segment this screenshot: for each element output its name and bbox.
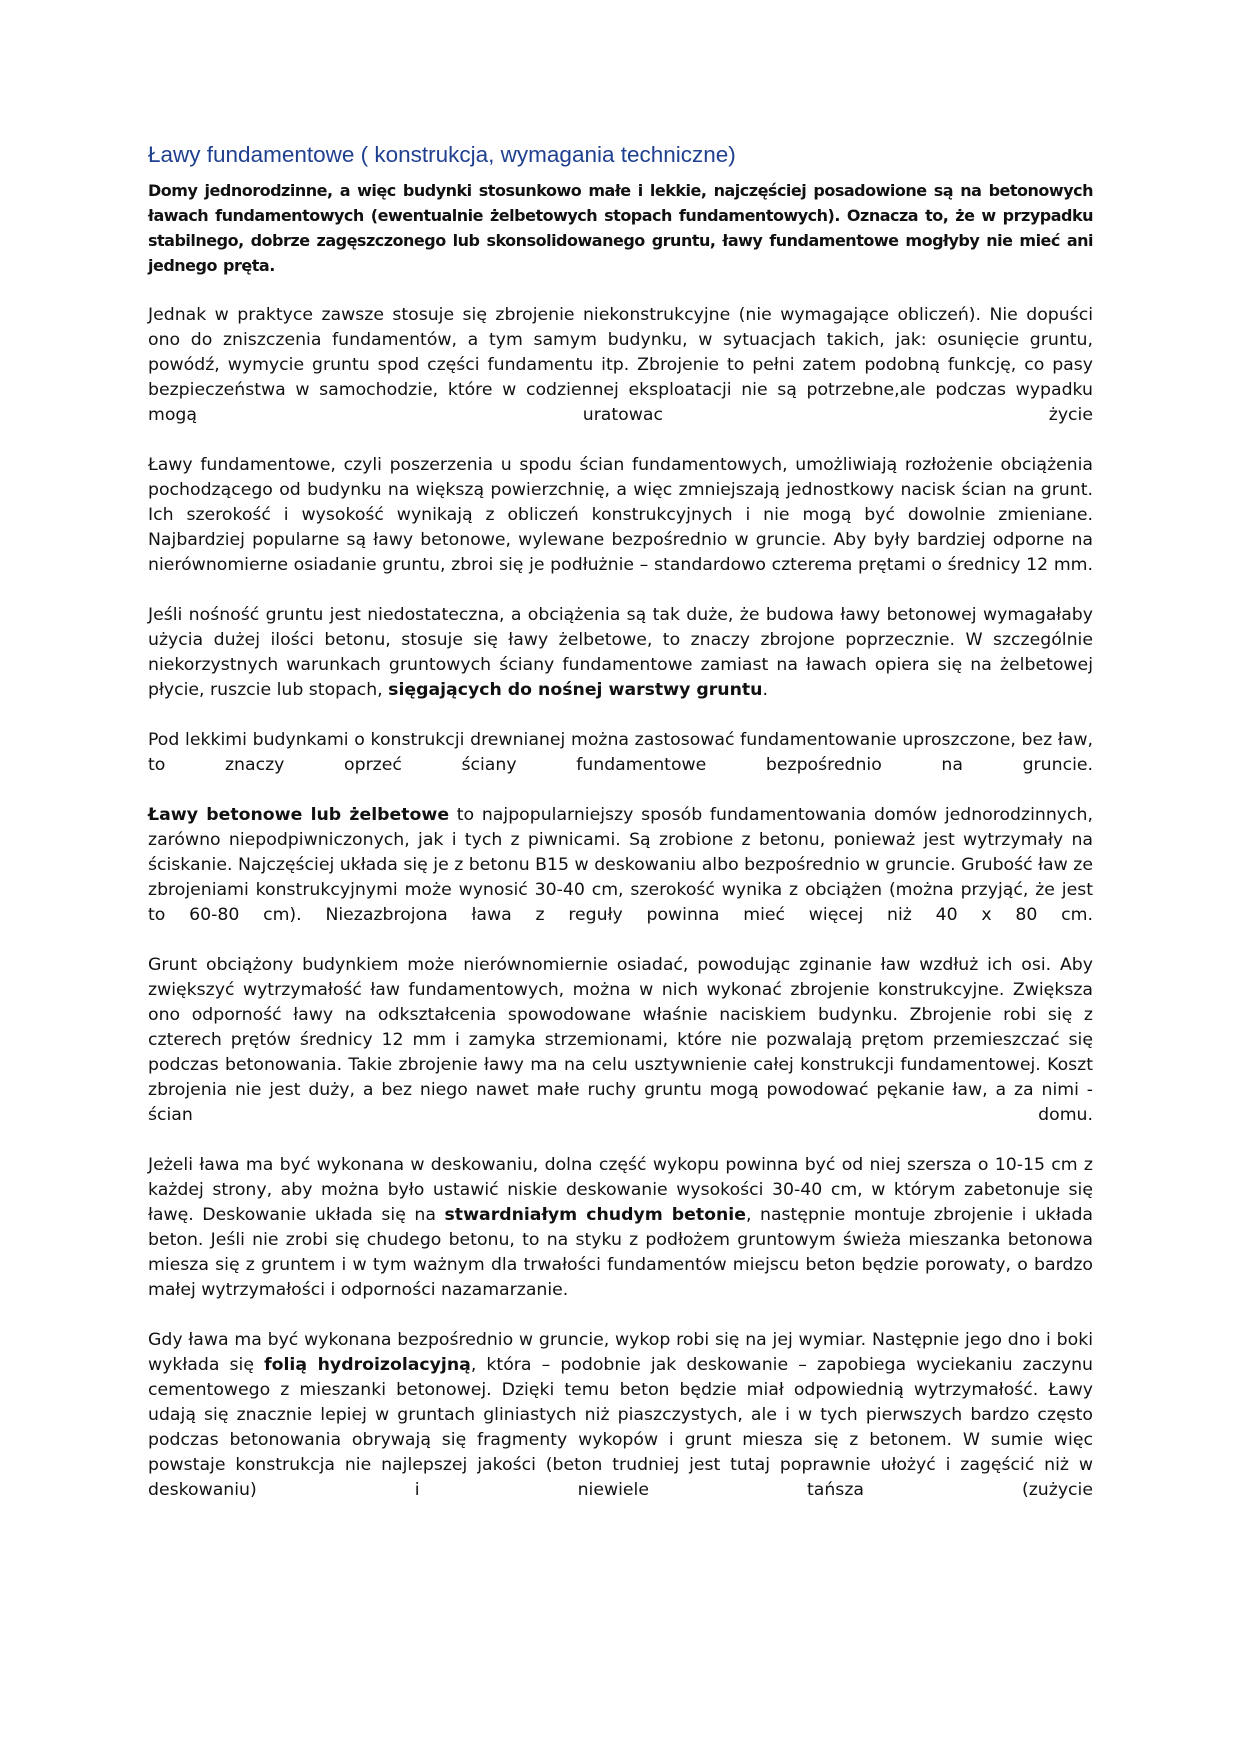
document-title: Ławy fundamentowe ( konstrukcja, wymagania techniczne) [148, 142, 736, 167]
paragraph-3-text-a: Jeśli nośność gruntu jest niedostateczna, a obciążenia są tak duże, że budowa ławy betonowej wymagałaby użycia dużej ilości betonu, stosuje się ławy żelbetowe, to znaczy zbrojone poprzecznie. W szczególnie niekorzystnych warunkach gruntowych ściany fundamentowe zamiast na ławach opiera się na żelbetowej płycie, ruszcie lub stopach, [148, 605, 1093, 700]
document-page [148, 140, 1093, 1528]
paragraph-1: Jednak w praktyce zawsze stosuje się zbrojenie niekonstrukcyjne (nie wymagające obliczeń). Nie dopuści ono do zniszczenia fundamentów, a tym samym budynku, w sytuacjach takich, jak: osunięcie gruntu, powódź, wymycie gruntu spod części fundamentu itp. Zbrojenie to pełni zatem podobną funkcję, co pasy bezpieczeństwa w samochodzie, które w codziennej eksploatacji nie są potrzebne,ale podczas wypadku mogą uratowac życie [148, 305, 1093, 425]
paragraph-7-bold: stwardniałym chudym betonie [444, 1205, 746, 1225]
paragraph-6: Grunt obciążony budynkiem może nierównomiernie osiadać, powodując zginanie ław wzdłuż ich osi. Aby zwiększyć wytrzymałość ław fundamentowych, można w nich wykonać zbrojenie konstrukcyjne. Zwiększa ono odporność ławy na odkształcenia spowodowane właśnie naciskiem budynku. Zbrojenie robi się z czterech prętów średnicy 12 mm i zamyka strzemionami, które nie pozwalają prętom przemieszczać się podczas betonowania. Takie zbrojenie ławy ma na celu usztywnienie całej konstrukcji fundamentowej. Koszt zbrojenia nie jest duży, a bez niego nawet małe ruchy gruntu mogą powodować pękanie ław, a za nimi - ścian domu. [148, 955, 1093, 1125]
paragraph-7 [148, 1153, 1093, 1303]
paragraph-7-text-a: Jeżeli ława ma być wykonana w deskowaniu, dolna część wykopu powinna być od niej szersza o 10-15 cm z każdej strony, aby można było ustawić niskie deskowanie wysokości 30-40 cm, w którym zabetonuje się ławę. Deskowanie układa się na [148, 1155, 1093, 1225]
paragraph-8 [148, 1328, 1093, 1503]
paragraph-5-bold: Ławy betonowe lub żelbetowe [148, 805, 450, 825]
paragraph-3-bold: sięgających do nośnej warstwy gruntu [388, 680, 763, 700]
paragraph-5-text-b: to najpopularniejszy sposób fundamentowania domów jednorodzinnych, zarówno niepodpiwniczonych, jak i tych z piwnicami. Są zrobione z betonu, ponieważ jest wytrzymały na ściskanie. Najczęściej układa się je z betonu B15 w deskowaniu albo bezpośrednio w gruncie. Grubość ław ze zbrojeniami konstrukcyjnymi może wynosić 30-40 cm, szerokość wynika z obciążen (można przyjąć, że jest to 60-80 cm). Niezazbrojona ława z reguły powinna mieć więcej niż 40 x 80 cm. [148, 805, 1093, 925]
paragraph-5 [148, 803, 1093, 928]
paragraph-3 [148, 603, 1093, 703]
lead-paragraph: Domy jednorodzinne, a więc budynki stosunkowo małe i lekkie, najczęściej posadowione są na betonowych ławach fundamentowych (ewentualnie żelbetowych stopach fundamentowych). Oznacza to, że w przypadku stabilnego, dobrze zagęszczonego lub skonsolidowanego gruntu, ławy fundamentowe mogłyby nie mieć ani jednego pręta. [148, 181, 1093, 275]
paragraph-8-text-c: , która – podobnie jak deskowanie – zapobiega wyciekaniu zaczynu cementowego z mieszanki betonowej. Dzięki temu beton będzie miał odpowiednią wytrzymałość. Ławy udają się znacznie lepiej w gruntach gliniastych niż piaszczystych, ale i w tych pierwszych bardzo często podczas betonowania obrywają się fragmenty wykopów i grunt miesza się z betonem. W sumie więc powstaje konstrukcja nie najlepszej jakości (beton trudniej jest tutaj poprawnie ułożyć i zagęścić niż w deskowaniu) i niewiele tańsza (zużycie [148, 1355, 1093, 1500]
paragraph-8-text-a: Gdy ława ma być wykonana bezpośrednio w gruncie, wykop robi się na jej wymiar. Następnie jego dno i boki wykłada się [148, 1330, 1093, 1375]
paragraph-3-text-c: . [762, 680, 768, 700]
paragraph-7-text-c: , następnie montuje zbrojenie i układa beton. Jeśli nie zrobi się chudego betonu, to na styku z podłożem gruntowym świeża mieszanka betonowa miesza się z gruntem i w tym ważnym dla trwałości fundamentów miejscu beton będzie porowaty, o bardzo małej wytrzymałości i odporności nazamarzanie. [148, 1205, 1093, 1300]
paragraph-4: Pod lekkimi budynkami o konstrukcji drewnianej można zastosować fundamentowanie uproszczone, bez ław, to znaczy oprzeć ściany fundamentowe bezpośrednio na gruncie. [148, 730, 1093, 775]
paragraph-8-bold: folią hydroizolacyjną [264, 1355, 471, 1375]
paragraph-2: Ławy fundamentowe, czyli poszerzenia u spodu ścian fundamentowych, umożliwiają rozłożenie obciążenia pochodzącego od budynku na większą powierzchnię, a więc zmniejszają jednostkowy nacisk ścian na grunt. Ich szerokość i wysokość wynikają z obliczeń konstrukcyjnych i nie mogą być dowolnie zmieniane. Najbardziej popularne są ławy betonowe, wylewane bezpośrednio w gruncie. Aby były bardziej odporne na nierównomierne osiadanie gruntu, zbroi się je podłużnie – standardowo czterema prętami o średnicy 12 mm. [148, 455, 1093, 575]
